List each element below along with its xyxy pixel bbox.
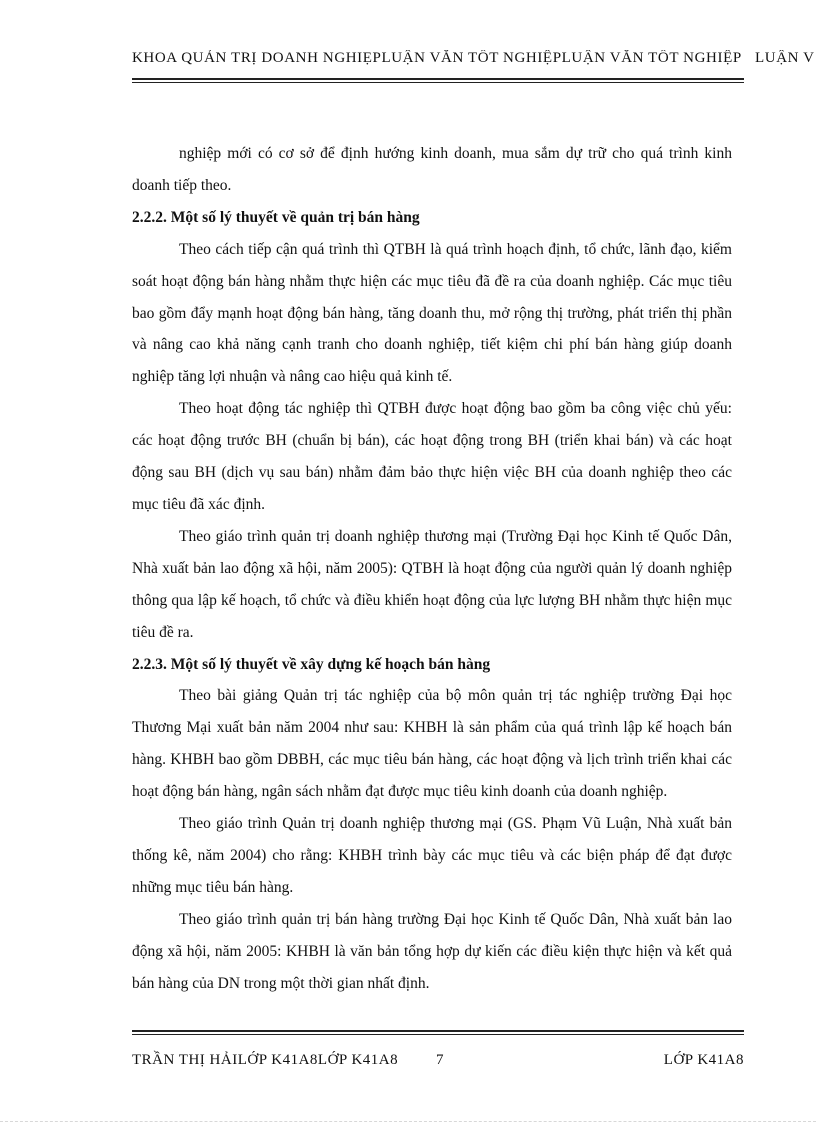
header-right-text: LUẬN V — [755, 50, 815, 66]
paragraph: Theo giáo trình quản trị doanh nghiệp thương mại (Trường Đại học Kinh tế Quốc Dân, Nhà xuất bản lao động xã hội, năm 2005): QTBH là hoạt động của người quản lý doanh nghiệp thông qua lập kế hoạch, tổ chức và điều khiển hoạt động của lực lượng BH nhằm thực hiện mục tiêu đề ra. — [132, 527, 732, 641]
document-body — [132, 138, 732, 999]
paragraph: Theo giáo trình Quản trị doanh nghiệp thương mại (GS. Phạm Vũ Luận, Nhà xuất bản thống kê, năm 2004) cho rằng: KHBH trình bày các mục tiêu và các biện pháp để đạt được những mục tiêu bán hàng. — [132, 815, 732, 896]
section-heading-2-2-3: 2.2.3. Một số lý thuyết về xây dựng kế hoạch bán hàng — [132, 655, 491, 673]
page-edge-divider — [0, 1121, 816, 1122]
footer-rule — [132, 1030, 744, 1035]
footer-class: LỚP K41A8 — [663, 1052, 744, 1068]
header-rule — [132, 78, 744, 83]
paragraph-continuation: nghiệp mới có cơ sở để định hướng kinh doanh, mua sắm dự trữ cho quá trình kinh doanh tiếp theo. — [132, 145, 732, 194]
paragraph: Theo bài giảng Quản trị tác nghiệp của bộ môn quản trị tác nghiệp trường Đại học Thương Mại xuất bản năm 2004 như sau: KHBH là sản phẩm của quá trình lập kế hoạch bán hàng. KHBH bao gồm DBBH, các mục tiêu bán hàng, các hoạt động và lịch trình triển khai các hoạt động bán hàng, ngân sách nhằm đạt được mục tiêu kinh doanh của doanh nghiệp. — [132, 687, 732, 801]
paragraph: Theo cách tiếp cận quá trình thì QTBH là quá trình hoạch định, tổ chức, lãnh đạo, kiểm soát hoạt động bán hàng nhằm thực hiện các mục tiêu đã đề ra của doanh nghiệp. Các mục tiêu bao gồm đẩy mạnh hoạt động bán hàng, tăng doanh thu, mở rộng thị trường, phát triển thị phần và nâng cao khả năng cạnh tranh cho doanh nghiệp, tiết kiệm chi phí bán hàng giúp doanh nghiệp tăng lợi nhuận và nâng cao hiệu quả kinh tế. — [132, 240, 732, 386]
section-heading-2-2-2: 2.2.2. Một số lý thuyết về quản trị bán hàng — [132, 208, 420, 226]
header-title: KHOA QUẢN TRỊ DOANH NGHIẸPLUẬN VĂN TỐT NGHIỆPLUẬN VĂN TỐT NGHIỆP — [132, 50, 742, 66]
footer-author: TRẦN THỊ HẢILỚP K41A8LỚP K41A8 — [132, 1052, 399, 1068]
page-number: 7 — [436, 1052, 444, 1068]
paragraph: Theo giáo trình quản trị bán hàng trường Đại học Kinh tế Quốc Dân, Nhà xuất bản lao động xã hội, năm 2005: KHBH là văn bản tổng hợp dự kiến các điều kiện thực hiện và kết quả bán hàng của DN trong một thời gian nhất định. — [132, 910, 732, 992]
paragraph: Theo hoạt động tác nghiệp thì QTBH được hoạt động bao gồm ba công việc chủ yếu: các hoạt động trước BH (chuẩn bị bán), các hoạt động trong BH (triển khai bán) và các hoạt động sau BH (dịch vụ sau bán) nhằm đảm bảo thực hiện việc BH của doanh nghiệp theo các mục tiêu đã xác định. — [132, 400, 732, 513]
page-header — [132, 50, 816, 74]
